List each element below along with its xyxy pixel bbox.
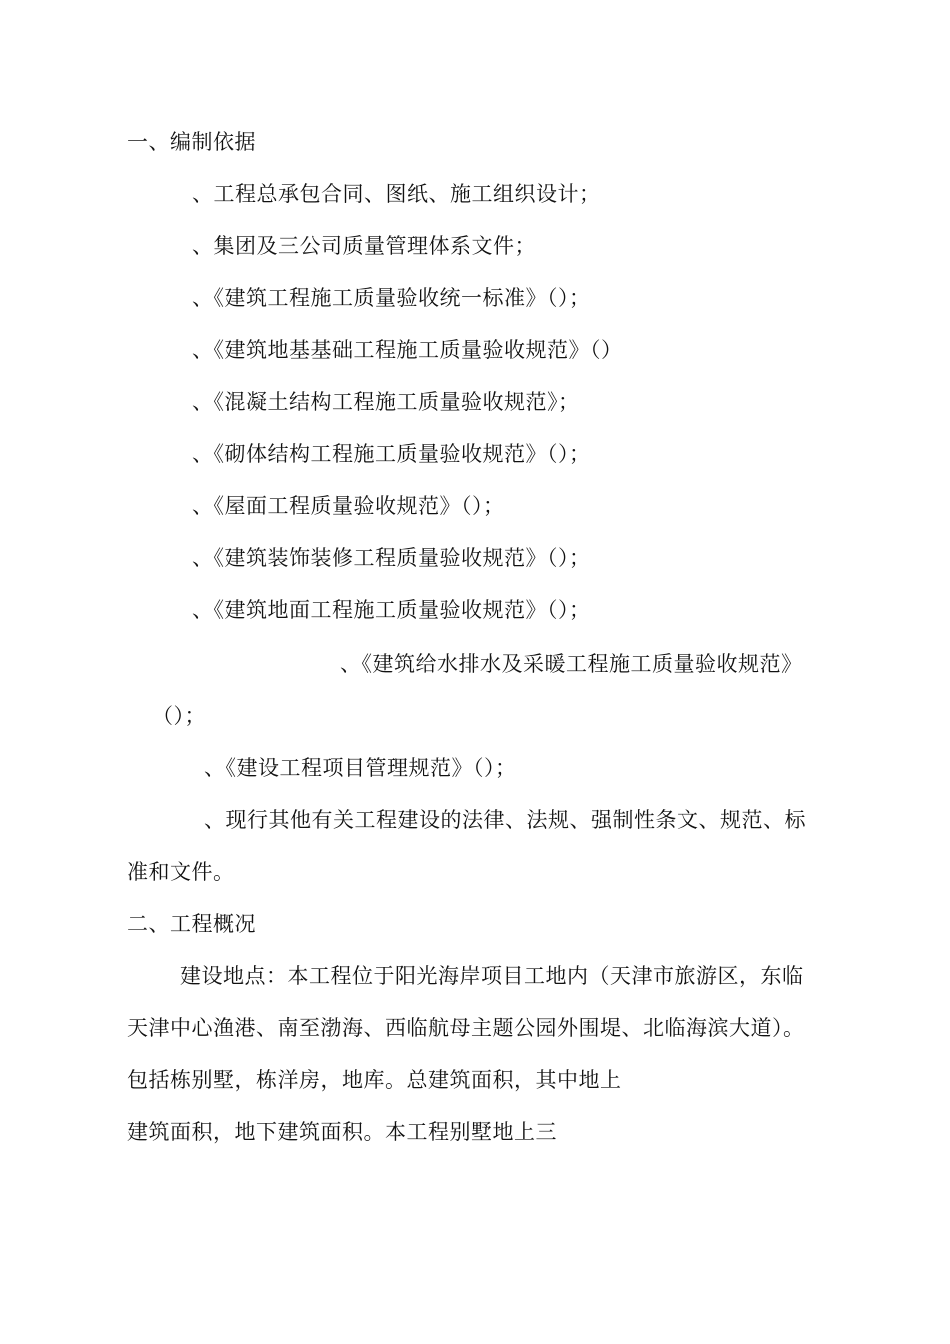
- basis-item-8: 、《建筑装饰装修工程质量验收规范》（）；: [192, 546, 591, 570]
- basis-item-9: 、《建筑地面工程施工质量验收规范》（）；: [192, 598, 591, 622]
- basis-item-other-line1: 、现行其他有关工程建设的法律、法规、强制性条文、规范、标: [204, 808, 806, 832]
- overview-para-line4: 建筑面积，地下建筑面积。本工程别墅地上三: [127, 1120, 557, 1144]
- section-heading-overview: 二、工程概况: [127, 912, 256, 936]
- overview-para-line3: 包括栋别墅，栋洋房，地库。总建筑面积，其中地上: [127, 1068, 622, 1092]
- basis-item-3: 、《建筑工程施工质量验收统一标准》（）；: [192, 286, 591, 310]
- basis-item-water-line1: 、《建筑给水排水及采暖工程施工质量验收规范》: [340, 652, 803, 676]
- basis-item-other-line2: 准和文件。: [127, 860, 235, 884]
- basis-item-5: 、《混凝土结构工程施工质量验收规范》；: [192, 390, 580, 414]
- basis-item-project-mgmt: 、《建设工程项目管理规范》（）；: [204, 756, 517, 780]
- basis-item-1: 、工程总承包合同、图纸、施工组织设计；: [192, 182, 601, 206]
- overview-para-line2: 天津中心渔港、南至渤海、西临航母主题公园外围堤、北临海滨大道）。: [127, 1016, 805, 1040]
- overview-para-line1: 建设地点：本工程位于阳光海岸项目工地内（天津市旅游区，东临: [180, 964, 804, 988]
- basis-item-4: 、《建筑地基基础工程施工质量验收规范》（）: [192, 338, 623, 362]
- basis-item-water-line2: （）；: [152, 704, 206, 728]
- section-heading-basis: 一、编制依据: [127, 130, 256, 154]
- basis-item-7: 、《屋面工程质量验收规范》（）；: [192, 494, 505, 518]
- basis-item-6: 、《砌体结构工程施工质量验收规范》（）；: [192, 442, 591, 466]
- basis-item-2: 、集团及三公司质量管理体系文件；: [192, 234, 536, 258]
